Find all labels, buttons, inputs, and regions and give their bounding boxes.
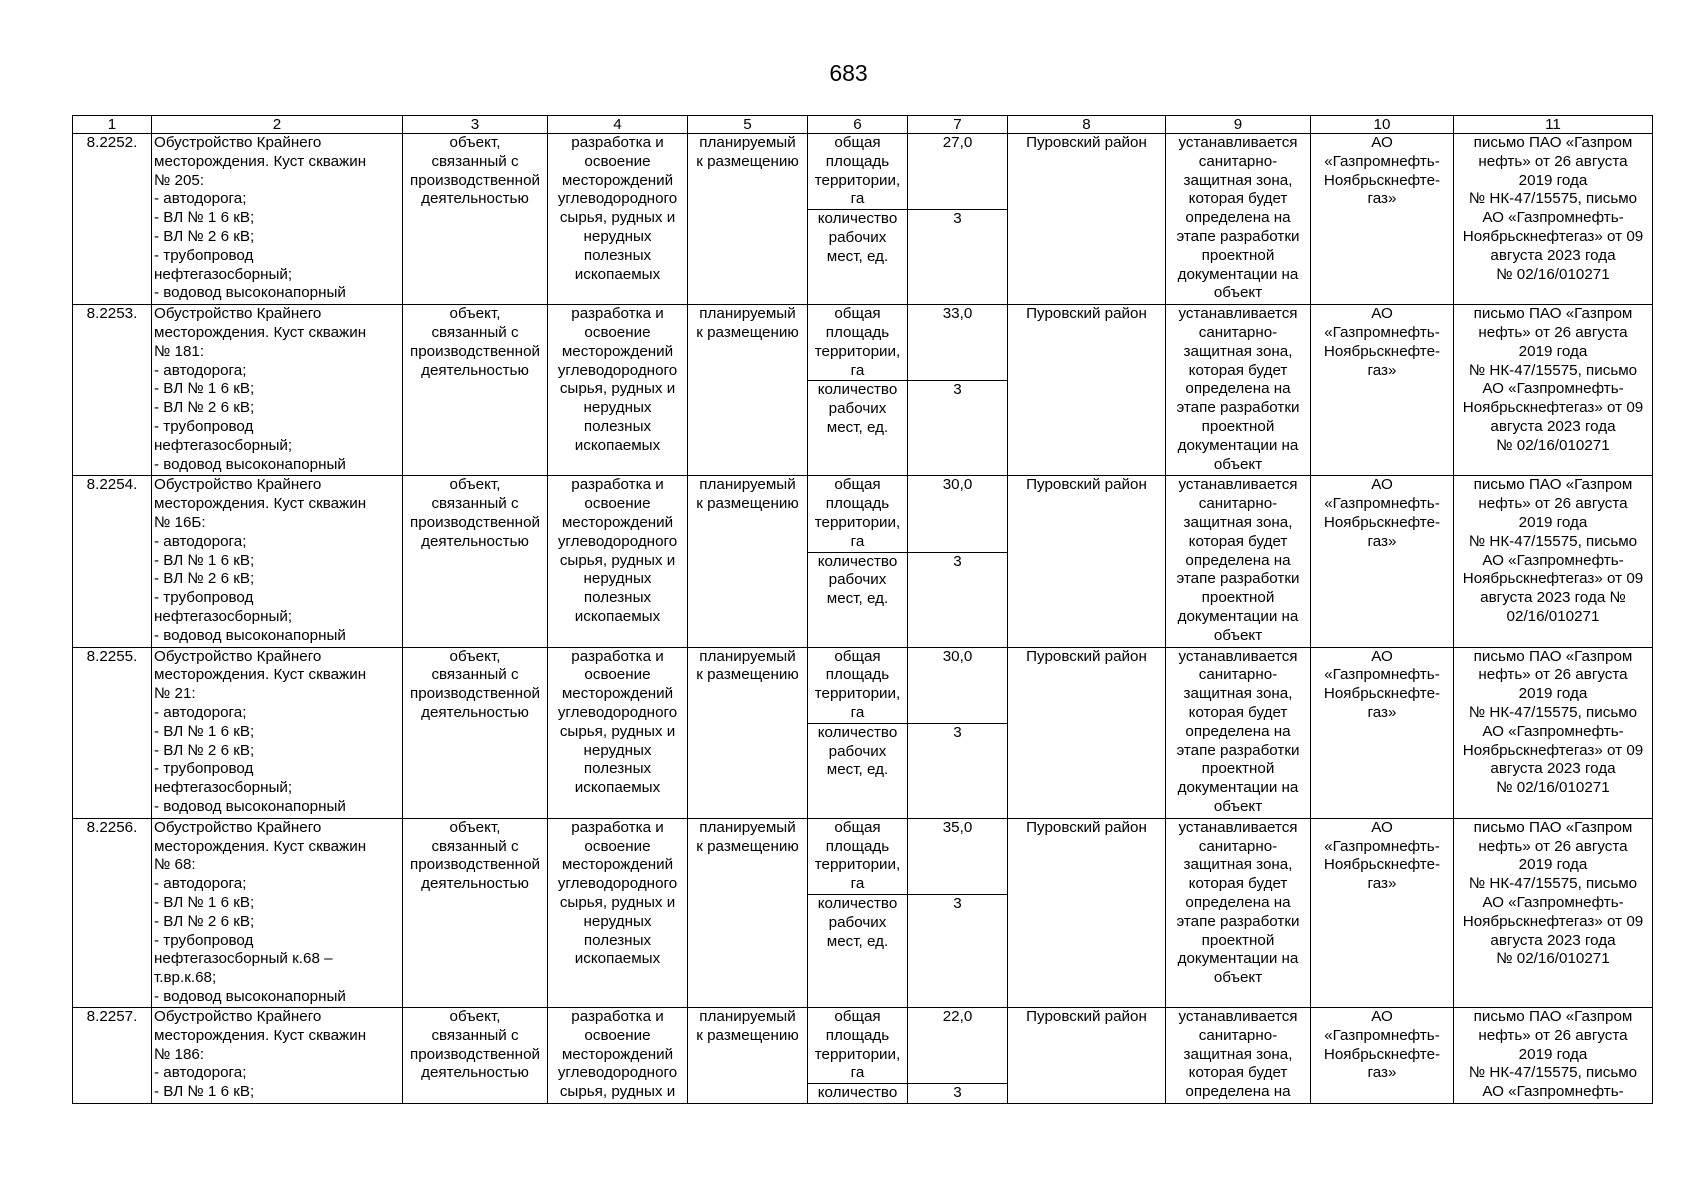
table-row: [73, 1007, 1653, 1083]
column-number: 4: [548, 116, 688, 134]
source-document: письмо ПАО «Газпром нефть» от 26 августа 2019 года № НК-47/15575, письмо АО «Газпромнефть- Ноябрьскнефтегаз» от 09 августа 2023 года № 02/16/010271: [1454, 818, 1653, 1007]
area-label: общая площадь территории, га: [808, 476, 908, 552]
area-value: 27,0: [908, 134, 1008, 210]
owner: АО «Газпромнефть- Ноябрьскнефте- газ»: [1311, 305, 1454, 476]
column-number: 1: [73, 116, 152, 134]
source-document: письмо ПАО «Газпром нефть» от 26 августа 2019 года № НК-47/15575, письмо АО «Газпромнефть- Ноябрьскнефтегаз» от 09 августа 2023 года № 02/16/010271: [1454, 134, 1653, 305]
object-status: планируемый к размещению: [688, 647, 808, 818]
source-document: письмо ПАО «Газпром нефть» от 26 августа 2019 года № НК-47/15575, письмо АО «Газпромнефть-: [1454, 1007, 1653, 1103]
column-number: 5: [688, 116, 808, 134]
object-name: Обустройство Крайнего месторождения. Куст скважин № 68: - автодорога; - ВЛ № 1 6 кВ; - ВЛ № 2 6 кВ; - трубопровод нефтегазосборный к.68 – т.вр.к.68; - водовод высоконапорный: [152, 818, 403, 1007]
source-document: письмо ПАО «Газпром нефть» от 26 августа 2019 года № НК-47/15575, письмо АО «Газпромнефть- Ноябрьскнефтегаз» от 09 августа 2023 года № 02/16/010271: [1454, 305, 1653, 476]
column-number: 8: [1008, 116, 1166, 134]
object-name: Обустройство Крайнего месторождения. Куст скважин № 16Б: - автодорога; - ВЛ № 1 6 кВ; - ВЛ № 2 6 кВ; - трубопровод нефтегазосборный; - водовод высоконапорный: [152, 476, 403, 647]
column-number: 9: [1166, 116, 1311, 134]
workplaces-value: 3: [908, 381, 1008, 476]
row-number: 8.2255.: [73, 647, 152, 818]
area-value: 30,0: [908, 476, 1008, 552]
protection-zone: устанавливается санитарно- защитная зона, которая будет определена на этапе разработки проектной документации на объект: [1166, 647, 1311, 818]
object-type: объект, связанный с производственной деятельностью: [403, 1007, 548, 1103]
owner: АО «Газпромнефть- Ноябрьскнефте- газ»: [1311, 134, 1454, 305]
location: Пуровский район: [1008, 476, 1166, 647]
column-number-row: [73, 116, 1653, 134]
area-value: 30,0: [908, 647, 1008, 723]
owner: АО «Газпромнефть- Ноябрьскнефте- газ»: [1311, 1007, 1454, 1103]
protection-zone: устанавливается санитарно- защитная зона, которая будет определена на этапе разработки проектной документации на объект: [1166, 818, 1311, 1007]
object-purpose: разработка и освоение месторождений углеводородного сырья, рудных и нерудных полезных ископаемых: [548, 818, 688, 1007]
row-number: 8.2257.: [73, 1007, 152, 1103]
column-number: 11: [1454, 116, 1653, 134]
workplaces-value: 3: [908, 894, 1008, 1007]
workplaces-value: 3: [908, 210, 1008, 305]
table-row: [73, 134, 1653, 210]
owner: АО «Газпромнефть- Ноябрьскнефте- газ»: [1311, 647, 1454, 818]
workplaces-label: количество рабочих мест, ед.: [808, 210, 908, 305]
object-name: Обустройство Крайнего месторождения. Куст скважин № 21: - автодорога; - ВЛ № 1 6 кВ; - ВЛ № 2 6 кВ; - трубопровод нефтегазосборный; - водовод высоконапорный: [152, 647, 403, 818]
area-value: 35,0: [908, 818, 1008, 894]
workplaces-label: количество рабочих мест, ед.: [808, 381, 908, 476]
workplaces-label: количество: [808, 1084, 908, 1104]
location: Пуровский район: [1008, 818, 1166, 1007]
object-name: Обустройство Крайнего месторождения. Куст скважин № 186: - автодорога; - ВЛ № 1 6 кВ;: [152, 1007, 403, 1103]
protection-zone: устанавливается санитарно- защитная зона, которая будет определена на этапе разработки проектной документации на объект: [1166, 476, 1311, 647]
area-label: общая площадь территории, га: [808, 305, 908, 381]
workplaces-value: 3: [908, 552, 1008, 647]
table-row: [73, 647, 1653, 723]
column-number: 7: [908, 116, 1008, 134]
object-type: объект, связанный с производственной деятельностью: [403, 305, 548, 476]
column-number: 3: [403, 116, 548, 134]
column-number: 2: [152, 116, 403, 134]
table-row: [73, 818, 1653, 894]
column-number: 10: [1311, 116, 1454, 134]
location: Пуровский район: [1008, 305, 1166, 476]
area-label: общая площадь территории, га: [808, 134, 908, 210]
object-status: планируемый к размещению: [688, 818, 808, 1007]
workplaces-label: количество рабочих мест, ед.: [808, 723, 908, 818]
row-number: 8.2252.: [73, 134, 152, 305]
workplaces-value: 3: [908, 1084, 1008, 1104]
area-label: общая площадь территории, га: [808, 818, 908, 894]
area-label: общая площадь территории, га: [808, 647, 908, 723]
column-number: 6: [808, 116, 908, 134]
location: Пуровский район: [1008, 134, 1166, 305]
object-type: объект, связанный с производственной деятельностью: [403, 818, 548, 1007]
table-row: [73, 305, 1653, 381]
owner: АО «Газпромнефть- Ноябрьскнефте- газ»: [1311, 476, 1454, 647]
protection-zone: устанавливается санитарно- защитная зона, которая будет определена на этапе разработки проектной документации на объект: [1166, 134, 1311, 305]
row-number: 8.2254.: [73, 476, 152, 647]
source-document: письмо ПАО «Газпром нефть» от 26 августа 2019 года № НК-47/15575, письмо АО «Газпромнефть- Ноябрьскнефтегаз» от 09 августа 2023 года № 02/16/010271: [1454, 647, 1653, 818]
object-type: объект, связанный с производственной деятельностью: [403, 647, 548, 818]
owner: АО «Газпромнефть- Ноябрьскнефте- газ»: [1311, 818, 1454, 1007]
object-status: планируемый к размещению: [688, 1007, 808, 1103]
workplaces-value: 3: [908, 723, 1008, 818]
document-table: [72, 115, 1653, 1104]
object-type: объект, связанный с производственной деятельностью: [403, 476, 548, 647]
object-type: объект, связанный с производственной деятельностью: [403, 134, 548, 305]
location: Пуровский район: [1008, 1007, 1166, 1103]
row-number: 8.2253.: [73, 305, 152, 476]
area-label: общая площадь территории, га: [808, 1007, 908, 1083]
object-purpose: разработка и освоение месторождений углеводородного сырья, рудных и нерудных полезных ископаемых: [548, 305, 688, 476]
object-name: Обустройство Крайнего месторождения. Куст скважин № 205: - автодорога; - ВЛ № 1 6 кВ; - ВЛ № 2 6 кВ; - трубопровод нефтегазосборный; - водовод высоконапорный: [152, 134, 403, 305]
object-name: Обустройство Крайнего месторождения. Куст скважин № 181: - автодорога; - ВЛ № 1 6 кВ; - ВЛ № 2 6 кВ; - трубопровод нефтегазосборный; - водовод высоконапорный: [152, 305, 403, 476]
object-status: планируемый к размещению: [688, 134, 808, 305]
protection-zone: устанавливается санитарно- защитная зона, которая будет определена на: [1166, 1007, 1311, 1103]
area-value: 22,0: [908, 1007, 1008, 1083]
table-row: [73, 476, 1653, 552]
workplaces-label: количество рабочих мест, ед.: [808, 894, 908, 1007]
workplaces-label: количество рабочих мест, ед.: [808, 552, 908, 647]
object-status: планируемый к размещению: [688, 305, 808, 476]
object-purpose: разработка и освоение месторождений углеводородного сырья, рудных и нерудных полезных ископаемых: [548, 647, 688, 818]
source-document: письмо ПАО «Газпром нефть» от 26 августа 2019 года № НК-47/15575, письмо АО «Газпромнефть- Ноябрьскнефтегаз» от 09 августа 2023 года № 02/16/010271: [1454, 476, 1653, 647]
location: Пуровский район: [1008, 647, 1166, 818]
object-purpose: разработка и освоение месторождений углеводородного сырья, рудных и нерудных полезных ископаемых: [548, 134, 688, 305]
row-number: 8.2256.: [73, 818, 152, 1007]
page-number: 683: [829, 60, 868, 86]
object-purpose: разработка и освоение месторождений углеводородного сырья, рудных и нерудных полезных ископаемых: [548, 476, 688, 647]
area-value: 33,0: [908, 305, 1008, 381]
protection-zone: устанавливается санитарно- защитная зона, которая будет определена на этапе разработки проектной документации на объект: [1166, 305, 1311, 476]
object-status: планируемый к размещению: [688, 476, 808, 647]
object-purpose: разработка и освоение месторождений углеводородного сырья, рудных и: [548, 1007, 688, 1103]
